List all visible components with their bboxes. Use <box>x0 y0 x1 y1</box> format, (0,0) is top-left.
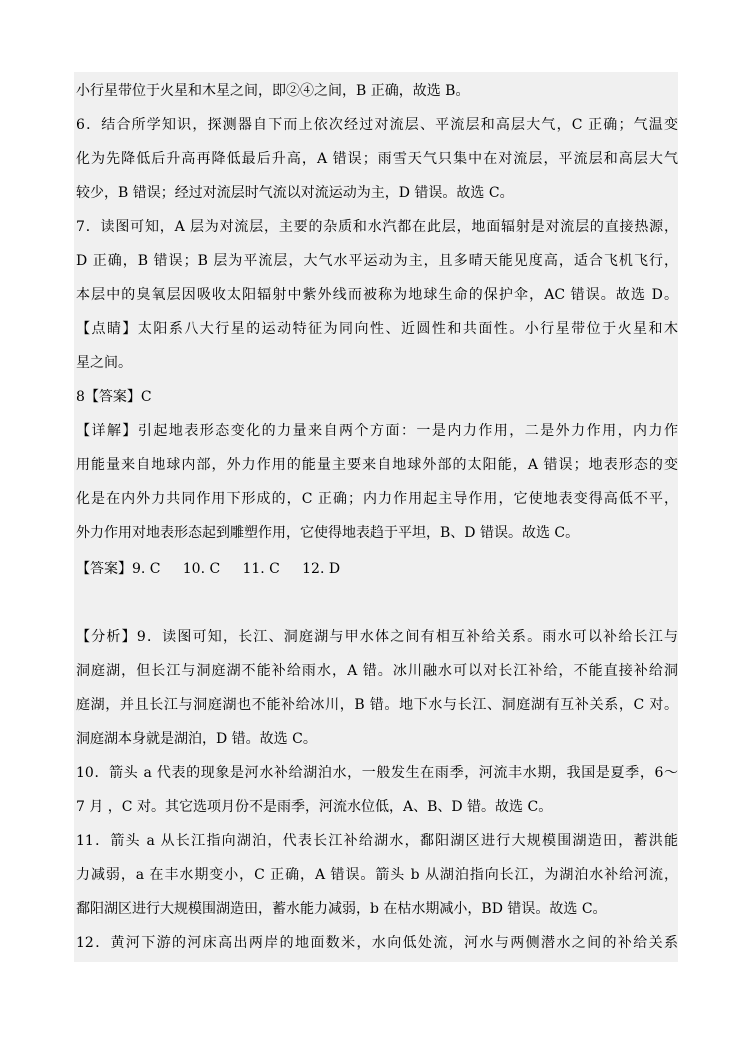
text-line: 【分析】9．读图可知，长江、洞庭湖与甲水体之间有相互补给关系。雨水可以补给长江与 <box>76 629 678 645</box>
text-line: 化是在内外力共同作用下形成的，C 正确；内力作用起主导作用，它使地表变得高低不平， <box>76 491 678 507</box>
text-line: D 正确，B 错误；B 层为平流层，大气水平运动为主，且多晴天能见度高，适合飞机飞行， <box>76 253 678 269</box>
text-line: 较少，B 错误；经过对流层时气流以对流运动为主，D 错误。故选 C。 <box>76 185 514 201</box>
text-line: 本层中的臭氧层因吸收太阳辐射中紫外线而被称为地球生命的保护伞，AC 错误。故选 D。 <box>76 287 678 303</box>
text-line: 外力作用对地表形态起到雕塑作用，它使得地表趋于平坦，B、D 错误。故选 C。 <box>76 525 580 541</box>
text-block-background <box>74 72 678 962</box>
text-line: 7．读图可知，A 层为对流层，主要的杂质和水汽都在此层，地面辐射是对流层的直接热源， <box>76 219 678 235</box>
text-line: 力减弱，a 在丰水期变小，C 正确，A 错误。箭头 b 从湖泊指向长江，为湖泊水补给河流， <box>76 867 678 883</box>
text-line: 10．箭头 a 代表的现象是河水补给湖泊水，一般发生在雨季，河流丰水期，我国是夏季，6～ <box>76 765 678 781</box>
text-line: 【点睛】太阳系八大行星的运动特征为同向性、近圆性和共面性。小行星带位于火星和木 <box>76 321 678 337</box>
answer-heading: 8【答案】C <box>76 389 152 405</box>
text-line: 7 月 ，C 对。其它选项月份不是雨季，河流水位低，A、B、D 错。故选 C。 <box>76 799 553 815</box>
text-line: 鄱阳湖区进行大规模围湖造田，蓄水能力减弱，b 在枯水期减小，BD 错误。故选 C。 <box>76 901 607 917</box>
text-line: 洞庭湖本身就是湖泊，D 错。故选 C。 <box>76 731 317 747</box>
text-line: 小行星带位于火星和木星之间，即②④之间，B 正确，故选 B。 <box>76 83 470 99</box>
text-line: 化为先降低后升高再降低最后升高，A 错误；雨雪天气只集中在对流层，平流层和高层大气 <box>76 151 678 167</box>
text-line: 洞庭湖，但长江与洞庭湖不能补给雨水，A 错。冰川融水可以对长江补给，不能直接补给洞 <box>76 663 678 679</box>
text-line: 【详解】引起地表形态变化的力量来自两个方面：一是内力作用，二是外力作用，内力作 <box>76 423 678 439</box>
text-line: 12．黄河下游的河床高出两岸的地面数米，水向低处流，河水与两侧潜水之间的补给关系 <box>76 935 678 951</box>
text-line: 11．箭头 a 从长江指向湖泊，代表长江补给湖水，鄱阳湖区进行大规模围湖造田，蓄洪能 <box>76 833 678 849</box>
text-line: 星之间。 <box>76 355 132 371</box>
text-line: 6．结合所学知识，探测器自下而上依次经过对流层、平流层和高层大气，C 正确；气温变 <box>76 117 678 133</box>
text-line: 庭湖，并且长江与洞庭湖也不能补给冰川，B 错。地下水与长江、洞庭湖有互补关系，C 对。 <box>76 697 678 713</box>
answer-heading: 【答案】9. C 10. C 11. C 12. D <box>76 561 341 577</box>
text-line: 用能量来自地球内部，外力作用的能量主要来自地球外部的太阳能，A 错误；地表形态的变 <box>76 457 678 473</box>
